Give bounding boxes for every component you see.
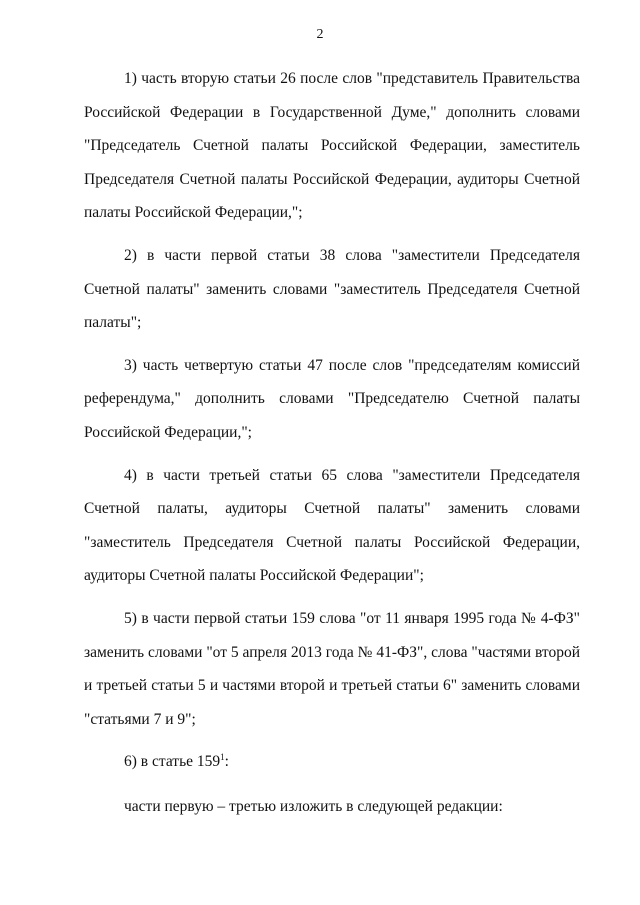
item6-prefix: 6) в статье 159	[124, 753, 221, 771]
paragraph-2: 2) в части первой статьи 38 слова "заместители Председателя Счетной палаты" заменить словами "заместитель Председателя Счетной палаты";	[84, 246, 580, 332]
paragraph-3: 3) часть четвертую статьи 47 после слов "председателям комиссий референдума," дополнить словами "Председателю Счетной палаты Российской Федерации,";	[84, 356, 580, 441]
final-line: части первую – третью изложить в следующей редакции:	[124, 797, 503, 815]
document-body	[84, 62, 580, 834]
paragraph-5: 5) в части первой статьи 159 слова "от 11 января 1995 года № 4-ФЗ" заменить словами "от 5 апреля 2013 года № 41-ФЗ", слова "частями второй и третьей статьи 5 и частями второй и третьей статьи 6" заменить словами "статьями 7 и 9";	[84, 609, 580, 728]
page-number: 2	[316, 27, 324, 42]
paragraph-4: 4) в части третьей статьи 65 слова "заместители Председателя Счетной палаты, аудиторы Счетной палаты" заменить словами "заместитель Председателя Счетной палаты Российской Федерации, аудиторы Счетной палаты Российской Федерации";	[84, 466, 580, 585]
item6-suffix: :	[224, 753, 229, 771]
item6-superscript: 1	[220, 752, 225, 763]
paragraph-6	[84, 745, 580, 779]
paragraph-1: 1) часть вторую статьи 26 после слов "представитель Правительства Российской Федерации в Государственной Думе," дополнить словами "Председатель Счетной палаты Российской Федерации, заместитель Председателя Счетной палаты Российской Федерации, аудиторы Счетной палаты Российской Федерации,";	[84, 70, 580, 222]
